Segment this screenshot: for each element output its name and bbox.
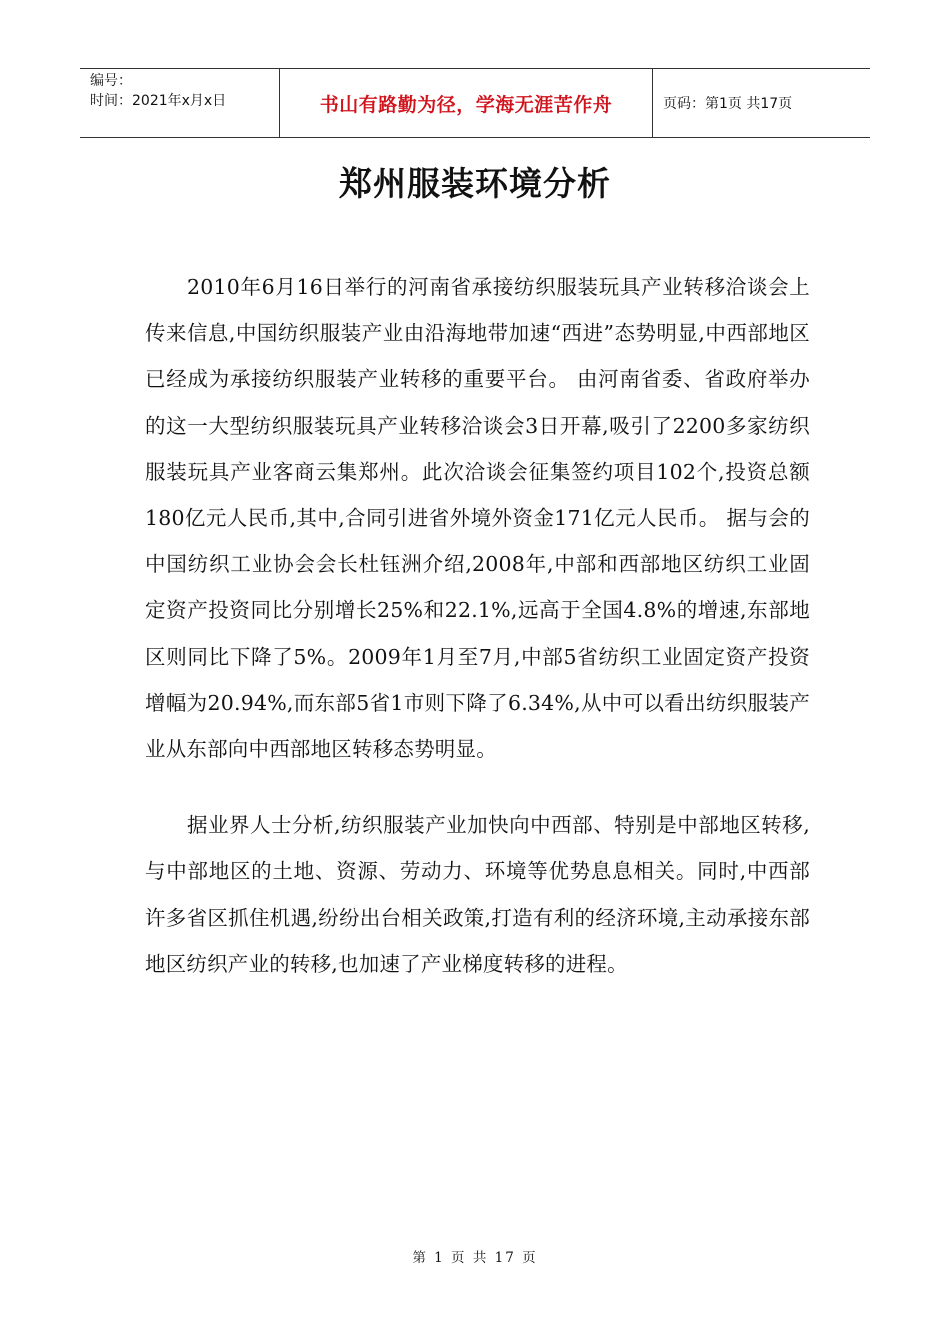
document-header — [80, 68, 870, 138]
time-label: 时间：2021年x月x日 — [90, 93, 227, 109]
document-body — [145, 264, 810, 987]
header-page-info-cell — [653, 69, 870, 137]
header-page-info: 页码：第1页 共17页 — [663, 96, 793, 112]
document-title: 郑州服装环境分析 — [339, 164, 611, 203]
header-motto: 书山有路勤为径，学海无涯苦作舟 — [319, 93, 613, 116]
header-motto-cell — [280, 69, 653, 137]
paragraph: 据业界人士分析,纺织服装产业加快向中西部、特别是中部地区转移,与中部地区的土地、资源、劳动力、环境等优势息息相关。同时,中西部许多省区抓住机遇,纷纷出台相关政策,打造有利的经济环境,主动承接东部地区纺织产业的转移,也加速了产业梯度转移的进程。 — [145, 813, 810, 976]
header-meta — [80, 69, 280, 137]
paragraph: 2010年6月16日举行的河南省承接纺织服装玩具产业转移洽谈会上传来信息,中国纺织服装产业由沿海地带加速“西进”态势明显,中西部地区已经成为承接纺织服装产业转移的重要平台。 由河南省委、省政府举办的这一大型纺织服装玩具产业转移洽谈会3日开幕,吸引了2200多家纺织服装玩具产业客商云集郑州。此次洽谈会征集签约项目102个,投资总额180亿元人民币,其中,合同引进省外境外资金171亿元人民币。 据与会的中国纺织工业协会会长杜钰洲介绍,2008年,中部和西部地区纺织工业固定资产投资同比分别增长25%和22.1%,远高于全国4.8%的增速,东部地区则同比下降了5%。2009年1月至7月,中部5省纺织工业固定资产投资增幅为20.94%,而东部5省1市则下降了6.34%,从中可以看出纺织服装产业从东部向中西部地区转移态势明显。 — [145, 275, 810, 762]
number-label: 编号： — [90, 73, 132, 89]
page-footer: 第 1 页 共 17 页 — [412, 1250, 538, 1266]
